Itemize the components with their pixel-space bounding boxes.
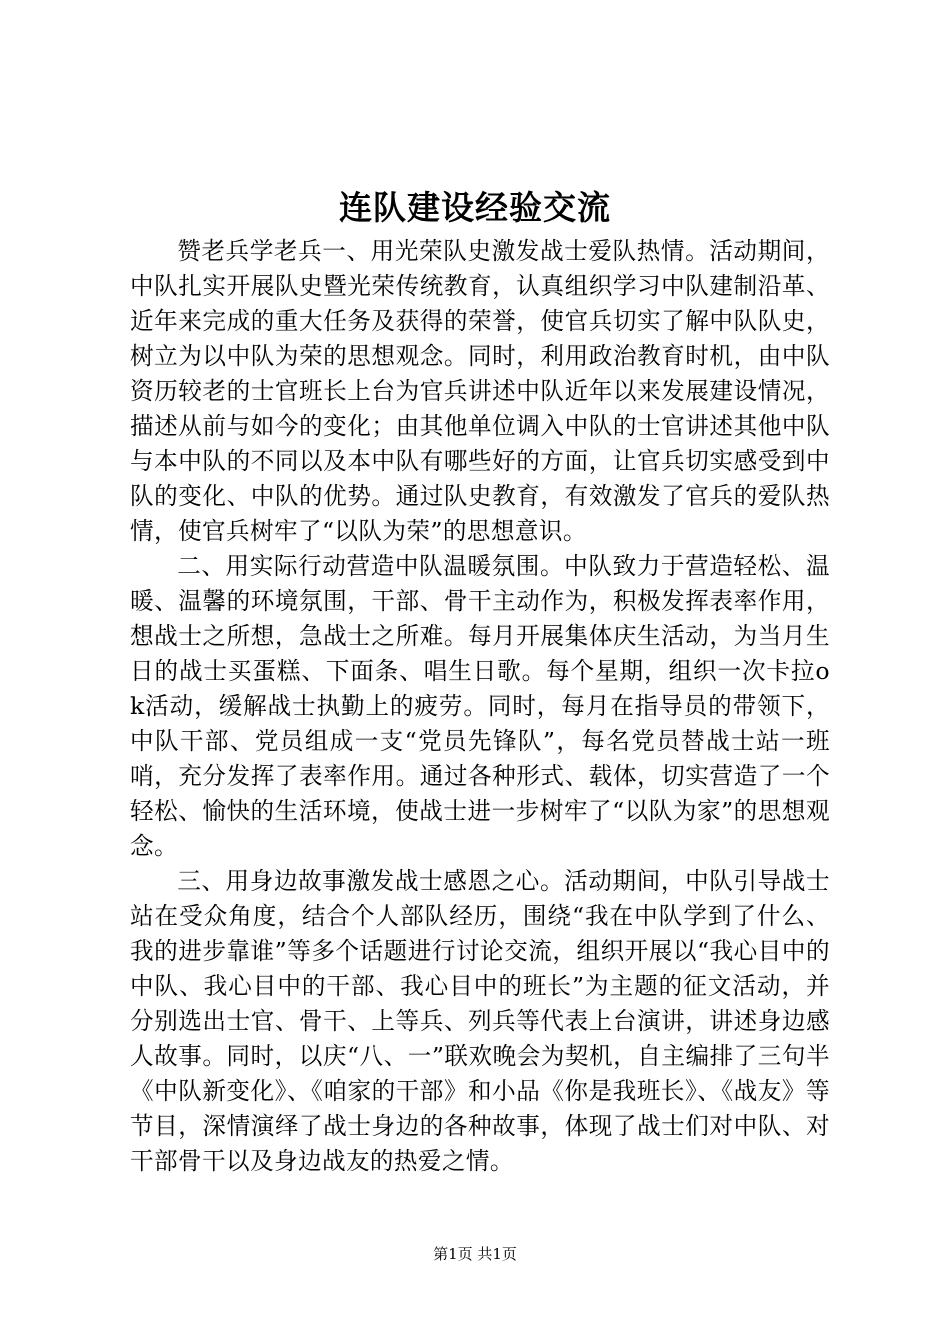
paragraph-3: 三、用身边故事激发战士感恩之心。活动期间，中队引导战士站在受众角度，结合个人部队经历，围绕“我在中队学到了什么、我的进步靠谁”等多个话题进行讨论交流，组织开展以“我心目中的中队、我心目中的干部、我心目中的班长”为主题的征文活动，并分别选出士官、骨干、上等兵、列兵等代表上台演讲，讲述身边感人故事。同时，以庆“八、一”联欢晚会为契机，自主编排了三句半《中队新变化》、《咱家的干部》和小品《你是我班长》、《战友》等节目，深情演绎了战士身边的各种故事，体现了战士们对中队、对干部骨干以及身边战友的热爱之情。 — [130, 867, 830, 1175]
document-title: 连队建设经验交流 — [339, 188, 611, 227]
paragraph-2: 二、用实际行动营造中队温暖氛围。中队致力于营造轻松、温暖、温馨的环境氛围，干部、骨干主动作为，积极发挥表率作用，想战士之所想，急战士之所难。每月开展集体庆生活动，为当月生日的战士买蛋糕、下面条、唱生日歌。每个星期，组织一次卡拉ok活动，缓解战士执勤上的疲劳。同时，每月在指导员的带领下，中队干部、党员组成一支“党员先锋队”，每名党员替战士站一班哨，充分发挥了表率作用。通过各种形式、载体，切实营造了一个轻松、愉快的生活环境，使战士进一步树牢了“以队为家”的思想观念。 — [130, 552, 830, 860]
page-footer: 第1页 共1页 — [433, 1245, 517, 1263]
paragraph-1: 赞老兵学老兵一、用光荣队史激发战士爱队热情。活动期间，中队扎实开展队史暨光荣传统教育，认真组织学习中队建制沿革、近年来完成的重大任务及获得的荣誉，使官兵切实了解中队队史，树立为以中队为荣的思想观念。同时，利用政治教育时机，由中队资历较老的士官班长上台为官兵讲述中队近年以来发展建设情况，描述从前与如今的变化；由其他单位调入中队的士官讲述其他中队与本中队的不同以及本中队有哪些好的方面，让官兵切实感受到中队的变化、中队的优势。通过队史教育，有效激发了官兵的爱队热情，使官兵树牢了“以队为荣”的思想意识。 — [130, 237, 830, 545]
document-body — [130, 234, 830, 1179]
